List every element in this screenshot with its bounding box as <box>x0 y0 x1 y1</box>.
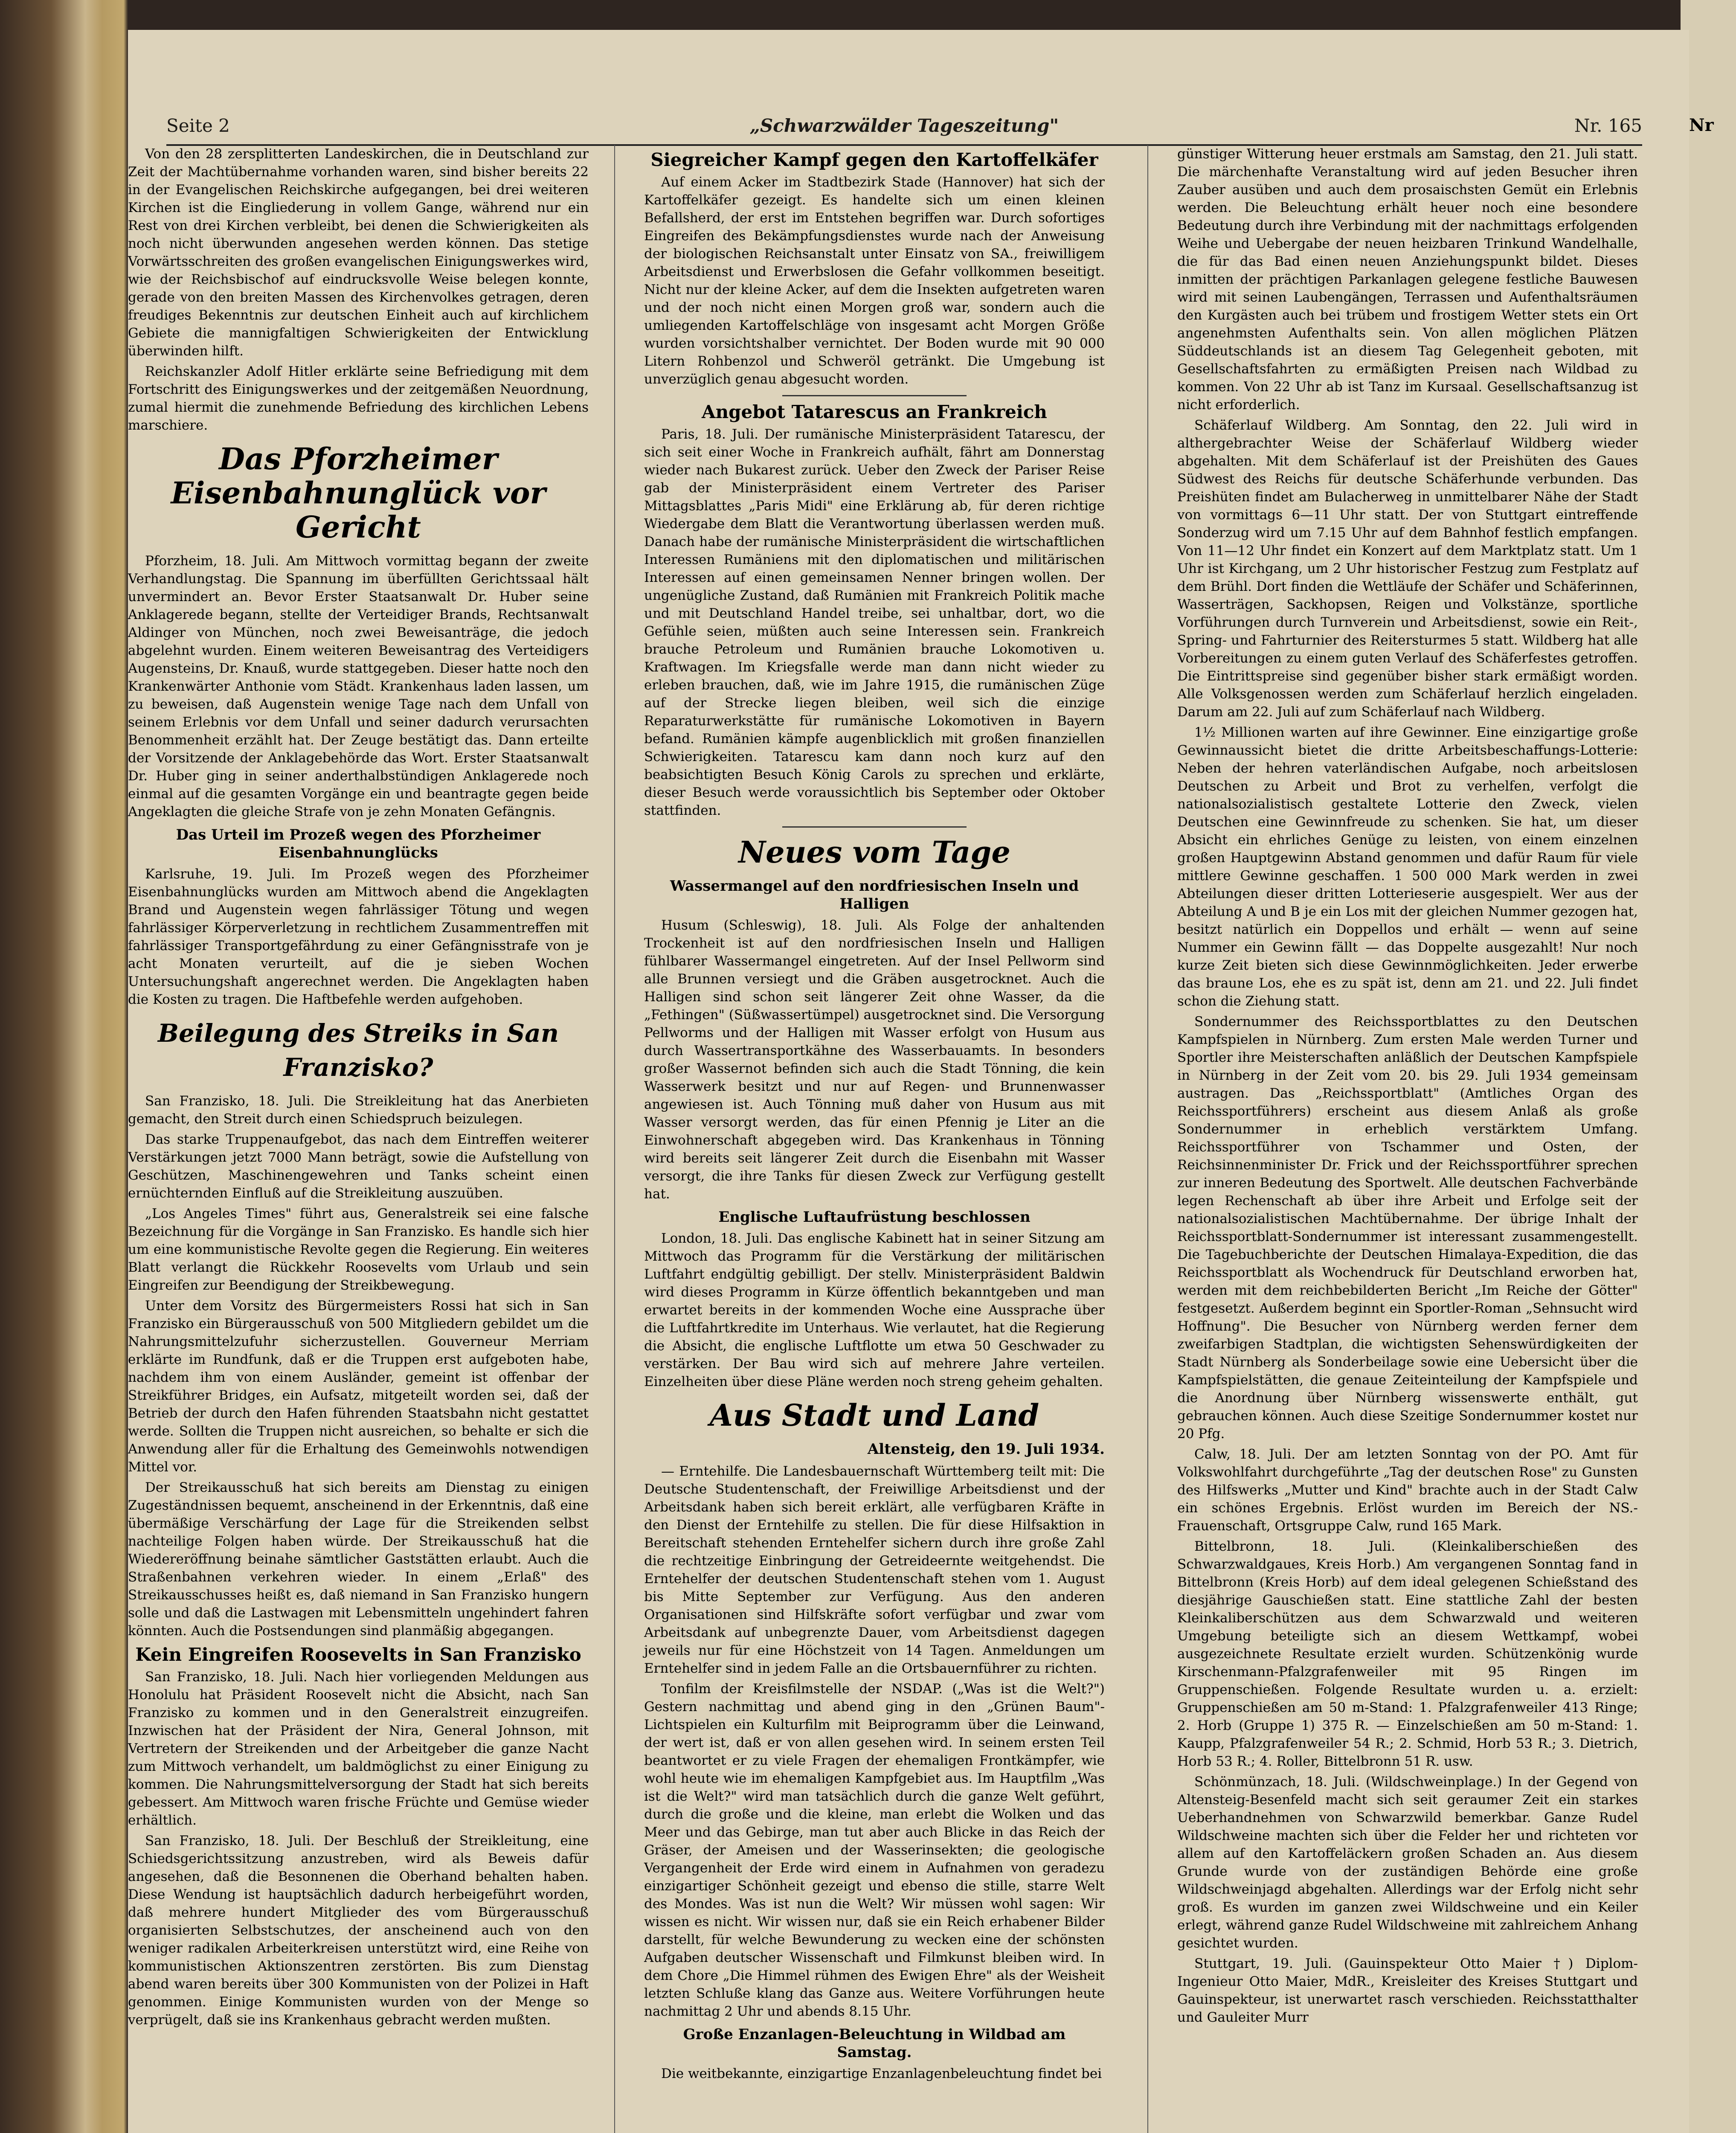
pforzheim-article: Pforzheim, 18. Juli. Am Mittwoch vormittag begann der zweite Verhandlungstag. Die Spannung im überfüllten Gerichtssaal hält unvermindert an. Bevor Erster Staatsanwalt Dr. Huber seine Anklagerede begann, stellte der Verteidiger Brands, Rechtsanwalt Aldinger von München, noch zwei Beweisanträge, die jedoch abgelehnt wurden. Einem weiteren Beweisantrag des Verteidigers Augensteins, Dr. Knauß, wurde stattgegeben. Dieser hatte noch den Krankenwärter Anthonie vom Städt. Krankenhaus laden lassen, um zu beweisen, daß Augenstein wenige Tage nach dem Unfall von seinem Erlebnis vor dem Unfall und seiner dadurch verursachten Benommenheit erzählt hat. Der Zeuge bestätigt das. Dann erteilte der Vorsitzende der Anklagebehörde das Wort. Erster Staatsanwalt Dr. Huber ging in seiner anderthalbstündigen Anklagerede noch einmal auf die gesamten Vorgänge ein und beantragte gegen beide Angeklagten die gleiche Strafe von je zehn Monaten Gefängnis. <box>128 553 589 819</box>
page-number: Seite 2 <box>166 115 230 136</box>
church-article-text-2: Reichskanzler Adolf Hitler erklärte seine Befriedigung mit dem Fortschritt des Einigungswerkes und der zeitgemäßen Neuordnung, zumal hiermit die zunehmende Befriedung des kirchlichen Lebens marschiere. <box>128 364 589 433</box>
wildbad-continued: günstiger Witterung heuer erstmals am Samstag, den 21. Juli statt. Die märchenhafte Veranstaltung wird auf jeden Besucher ihren Zauber ausüben und auch dem prosaischsten Gemüt ein Erlebnis werden. Die Beleuchtung erhält heuer noch eine besondere Bedeutung durch ihre Verbindung mit der nachmittags erfolgenden Weihe und Uebergabe der neuen heizbaren Trinkund Wandelhalle, die für das Bad einen neuen Anziehungspunkt bildet. Dieses inmitten der prächtigen Parkanlagen gelegene festliche Bauwesen wird mit seinen Laubengängen, Terrassen und Aufenthaltsräumen den Kurgästen auch bei trübem und frostigem Wetter stets ein Ort angenehmsten Aufenthalts sein. Von allen möglichen Plätzen Süddeutschlands ist an diesem Tag Gelegenheit geboten, mit Gesellschaftsfahrten zu ermäßigten Preisen nach Wildbad zu kommen. Von 22 Uhr ab ist Tanz im Kursaal. Gesellschaftsanzug ist nicht erforderlich. <box>1177 146 1638 413</box>
column-2 <box>644 145 1105 2085</box>
streik-paragraph: Das starke Truppenaufgebot, das nach dem Eintreffen weiterer Verstärkungen jetzt 7000 Mann beträgt, sowie die Aufstellung von Geschützen, Maschinengewehren und Tanks scheint einen ernüchternden Einfluß auf die Streikleitung auszuüben. <box>128 1132 589 1201</box>
column-divider <box>1147 145 1148 2133</box>
streik-paragraph: „Los Angeles Times" führt aus, Generalstreik sei eine falsche Bezeichnung für die Vorgänge in San Franzisko. Es handle sich hier um eine kommunistische Revolte gegen die Regierung. Ein weiteres Blatt verlangt die Rückkehr Roosevelts vom Urlaub und sein Eingreifen zur Beendigung der Streikbewegung. <box>128 1206 589 1293</box>
tonfilm-article: Tonfilm der Kreisfilmstelle der NSDAP. („Was ist die Welt?") Gestern nachmittag und abend ging in den „Grünen Baum"-Lichtspielen ein Kulturfilm mit Beiprogramm über die Leinwand, der wert ist, daß er von allen gesehen wird. In seinem ersten Teil beantwortet er zu viele Fragen der ehemaligen Frontkämpfer, wie wohl heute wie im ehemaligen Kampfgebiet aus. Im Hauptfilm „Was ist die Welt?" wird man tatsächlich durch die ganze Welt geführt, durch die große und die kleine, man erlebt die Wolken und das Meer und das Gebirge, man tut aber auch Blicke in das Reich der Gräser, der Ameisen und der Wasserinsekten; die geologische Vergangenheit der Erde wird einem in Aufnahmen von geradezu einzigartiger Schönheit gezeigt und ebenso die stille, starre Welt des Mondes. Was ist nun die Welt? Wir müssen wohl sagen: Wir wissen es nicht. Wir wissen nur, daß sie ein Reich erhabener Bilder darstellt, für welche Bewunderung zu wecken eine der schönsten Aufgaben deutscher Wissenschaft und Filmkunst bleiben wird. In dem Chore „Die Himmel rühmen des Ewigen Ehre" als der Weisheit letzten Schluße klang das Ganze aus. Weitere Vorführungen heute nachmittag 2 Uhr und abends 8.15 Uhr. <box>644 1681 1105 2019</box>
streik-paragraph: Unter dem Vorsitz des Bürgermeisters Rossi hat sich in San Franzisko ein Bürgerausschuß von 500 Mitgliedern gebildet um die Nahrungsmittelzufuhr sicherzustellen. Gouverneur Merriam erklärte im Rundfunk, daß er die Truppen erst aufgeboten habe, nachdem ihm von einem Ausländer, gemeint ist offenbar der Streikführer Bridges, ein Aufsatz, mitgeteilt worden sei, daß der Betrieb der durch den Hafen führenden Staatsbahn nicht gestattet werde. Sollten die Truppen nicht ausreichen, so behalte er sich die Anwendung aller für die Erhaltung des Gemeinwohls notwendigen Mittel vor. <box>128 1298 589 1475</box>
local-dateline: Altensteig, den 19. Juli 1934. <box>867 1441 1105 1458</box>
lotterie-article: 1½ Millionen warten auf ihre Gewinner. Eine einzigartige große Gewinnaussicht bietet die dritte Arbeitsbeschaffungs-Lotterie: Neben der hehren vaterländischen Aufgabe, noch arbeitslosen Deutschen zu Arbeit und Brot zu verhelfen, verfolgt die nationalsozialistisch gestaltete Lotterie den Zweck, vielen Deutschen eine Gewinnfreude zu schenken. Sie hat, um dieser Absicht ein ehrliches Genüge zu leisten, von einem einzelnen großen Hauptgewinn Abstand genommen und dafür Raum für viele mittlere Gewinne geschaffen. 1 500 000 Mark werden in zwei Abteilungen dieser dritten Lotterieserie ausgespielt. Wer aus der Abteilung A und B je ein Los mit der gleichen Nummer gezogen hat, besitzt natürlich ein Doppellos und erhält — wenn auf seine Nummer ein Gewinn fällt — das Doppelte ausgezahlt! Nur noch kurze Zeit bieten sich diese Gewinnmöglichkeiten. Jeder erwerbe das braune Los, ehe es zu spät ist, denn am 21. und 22. Juli findet schon die Ziehung statt. <box>1177 725 1638 1009</box>
kaefer-article: Auf einem Acker im Stadtbezirk Stade (Hannover) hat sich der Kartoffelkäfer gezeigt. Es handelte sich um einen kleinen Befallsherd, der erst im Entstehen begriffen war. Durch sofortiges Eingreifen des Bekämpfungsdienstes wurde nach der Anweisung der biologischen Reichsanstalt unter Einsatz von SA., freiwilligem Arbeitsdienst und Erwerbslosen die Gefahr vollkommen beseitigt. Nicht nur der kleine Acker, auf dem die Insekten aufgetreten waren und der noch nicht einen Morgen groß war, sondern auch die umliegenden Kartoffelschläge von insgesamt acht Morgen Größe wurden vorsichtshalber vernichtet. Der Boden wurde mit 90 000 Litern Rohbenzol und Schweröl getränkt. Die Umgebung ist unverzüglich genau abgesucht worden. <box>644 174 1105 387</box>
column-3 <box>1177 145 1638 2029</box>
separator <box>782 826 967 828</box>
column-divider <box>614 145 615 2133</box>
stuttgart-article: Stuttgart, 19. Juli. (Gauinspekteur Otto Maier †) Diplom-Ingenieur Otto Maier, MdR., Kreisleiter des Kreises Stuttgart und Gauinspekteur, ist unerwartet rasch verschieden. Reichsstatthalter und Gauleiter Murr <box>1177 1956 1638 2025</box>
section-neues-vom-tage: Neues vom Tage <box>738 834 1010 870</box>
streik-paragraph: San Franzisko, 18. Juli. Die Streikleitung hat das Anerbieten gemacht, den Streit durch einen Schiedspruch beizulegen. <box>128 1093 589 1127</box>
tatarescu-article: Paris, 18. Juli. Der rumänische Ministerpräsident Tatarescu, der sich seit einer Woche in Frankreich aufhält, fährt am Donnerstag wieder nach Bukarest zurück. Ueber den Zweck der Pariser Reise gab der Ministerpräsident einem Vertreter des Pariser Mittagsblattes „Paris Midi" eine Erklärung ab, für deren richtige Wiedergabe dem Blatt die Verantwortung überlassen werden muß. Danach habe der rumänische Ministerpräsident die wirtschaftlichen Interessen Rumäniens mit den diplomatischen und militärischen Interessen auf einen gemeinsamen Nenner bringen wollen. Der ungenügliche Zustand, daß Rumänien mit Frankreich Politik mache und mit Deutschland Handel treibe, sei unhaltbar, dort, wo die Gefühle seien, müßten auch seine Interessen sein. Frankreich brauche Petroleum und Rumänien brauche Lokomotiven u. Kraftwagen. Im Kriegsfalle werde man dann nicht wieder zu erleben brauchen, daß, wie im Jahre 1915, die rumänischen Züge auf der Strecke liegen bleiben, weil sich die einzige Reparaturwerkstätte für rumänische Lokomotiven in Bayern befand. Rumänien kämpfe augenblicklich mit großen finanziellen Schwierigkeiten. Tatarescu kam dann noch kurz auf den beabsichtigten Besuch König Carols zu sprechen und erklärte, dieser Besuch werde voraussichtlich bis September oder Oktober stattfinden. <box>644 427 1105 818</box>
calw-article: Calw, 18. Juli. Der am letzten Sonntag von der PO. Amt für Volkswohlfahrt durchgeführte „Tag der deutschen Rose" zu Gunsten des Hilfswerks „Mutter und Kind" brachte auch in der Stadt Calw ein schönes Ergebnis. Erlöst wurden im Bereich der NS.-Frauenschaft, Ortsgruppe Calw, rund 165 Mark. <box>1177 1447 1638 1534</box>
masthead-title: „Schwarzwälder Tageszeitung" <box>749 115 1059 136</box>
separator <box>782 395 967 396</box>
issue-number: Nr. 165 <box>1574 115 1642 136</box>
column-1 <box>128 145 589 2031</box>
reichssportblatt-article: Sondernummer des Reichssportblattes zu den Deutschen Kampfspielen in Nürnberg. Zum ersten Male werden Turner und Sportler ihre Meisterschaften anläßlich der Deutschen Kampfspiele in Nürnberg in der Zeit vom 20. bis 29. Juli 1934 gemeinsam austragen. Das „Reichssportblatt" (Amtliches Organ des Reichssportführers) erscheint aus diesem Anlaß als große Sondernummer in erheblich verstärktem Umfang. Reichssportführer von Tschammer und Osten, der Reichsinnenminister Dr. Frick und der Reichssportführer sprechen zur inneren Bedeutung des Sportwelt. Alle deutschen Fachverbände legen Rechenschaft ab über ihre Arbeit und Erfolge seit der nationalsozialistischen Machtübernahme. Der übrige Inhalt der Reichssportblatt-Sondernummer ist interessant zusammengestellt. Die Tagebuchberichte der Deutschen Himalaya-Expedition, die das Reichssportblatt als Wochendruck für Deutschland erworben hat, werden mit dem reichbebilderten Bericht „Im Reiche der Götter" festgesetzt. Außerdem beginnt ein Sportler-Roman „Sehnsucht wird Hoffnung". Die Besucher von Nürnberg werden ferner dem zweifarbigen Stadtplan, die wichtigsten Sehenswürdigkeiten der Stadt Nürnberg als Sonderbeilage sowie eine Uebersicht über die Kampfspielstätten, die genaue Zeiteinteilung der Kampfspiele und die Anordnung über Nürnberg wissenswerte enthält, gut gebrauchen können. Auch diese Szeitige Sondernummer kostet nur 20 Pfg. <box>1177 1014 1638 1441</box>
headline-wassermangel: Wassermangel auf den nordfriesischen Inseln und Halligen <box>670 878 1079 912</box>
headline-tatarescu: Angebot Tatarescus an Frankreich <box>702 401 1047 422</box>
adjacent-page-number: Nr <box>1689 115 1714 135</box>
schaeferlauf-article: Schäferlauf Wildberg. Am Sonntag, den 22. Juli wird in althergebrachter Weise der Schäferlauf Wildberg wieder abgehalten. Mit dem Schäferlauf ist der Preishüten des Gaues Südwest des Reichs für deutsche Schäferhunde verbunden. Das Preishüten findet am Bulacherweg in unmittelbarer Nähe der Stadt von vormittags 6—11 Uhr statt. Der von Stuttgart eintreffende Sonderzug wird um 7.15 Uhr auf dem Bahnhof festlich empfangen. Von 11—12 Uhr findet ein Konzert auf dem Marktplatz statt. Um 1 Uhr ist Kirchgang, um 2 Uhr historischer Festzug zum Festplatz auf dem Brühl. Dort finden die Wettläufe der Schäfer und Schäferinnen, Wasserträgen, Sackhopsen, Reigen und Volkstänze, sportliche Vorführungen durch Turnverein und Arbeitsdienst, sowie ein Reit-, Spring- und Fahrturnier des Reitersturmes 5 statt. Wildberg hat alle Vorbereitungen zu einem guten Verlauf des Schäferfestes getroffen. Die Eintrittspreise sind gegenüber bisher stark ermäßigt worden. Alle Volksgenossen werden zum Schäferlauf herzlich eingeladen. Darum am 22. Juli auf zum Schäferlauf nach Wildberg. <box>1177 418 1638 720</box>
roosevelt-paragraph: San Franzisko, 18. Juli. Nach hier vorliegenden Meldungen aus Honolulu hat Präsident Roosevelt nicht die Absicht, nach San Franzisko zu kommen und in den Generalstreit einzugreifen. Inzwischen hat der Präsident der Nira, General Johnson, mit Vertretern der Streikenden und der Arbeitgeber die ganze Nacht zum Mittwoch verhandelt, um baldmöglichst zu einer Einigung zu kommen. Die Nahrungsmittelversorgung der Stadt hat sich bereits gebessert. Am Mittwoch waren frische Früchte und Gemüse wieder erhältlich. <box>128 1669 589 1828</box>
wildbad-article: Die weitbekannte, einzigartige Enzanlagenbeleuchtung findet bei <box>661 2066 1102 2081</box>
headline-kartoffelkaefer: Siegreicher Kampf gegen den Kartoffelkäfer <box>650 149 1098 170</box>
luft-article: London, 18. Juli. Das englische Kabinett hat in seiner Sitzung am Mittwoch das Programm für die Verstärkung der militärischen Luftfahrt endgültig gebilligt. Der stellv. Ministerpräsident Baldwin wird dieses Programm in Kürze öffentlich bekanntgeben und man erwartet bereits in der kommenden Woche eine Aussprache über die Luftfahrtkredite im Unterhaus. Wie verlautet, hat die Regierung die Absicht, die englische Luftflotte um etwa 50 Geschwader zu verstärken. Der Bau wird sich auf mehrere Jahre verteilen. Einzelheiten über diese Pläne werden noch streng geheim gehalten. <box>644 1231 1105 1389</box>
schoenmuenzach-article: Schönmünzach, 18. Juli. (Wildschweinplage.) In der Gegend von Altensteig-Besenfeld macht sich seit geraumer Zeit ein starkes Ueberhandnehmen von Schwarzwild bemerkbar. Ganze Rudel Wildschweine machten sich über die Felder her und richteten vor allem auf den Kartoffeläckern großen Schaden an. Aus diesem Grunde wurde von der zuständigen Behörde eine große Wildschweinjagd abgehalten. Allerdings war der Erfolg nicht sehr groß. Es wurden im ganzen zwei Wildschweine und ein Keiler erlegt, während ganze Rudel Wildschweine mit zahlreichem Anhang gesichtet wurden. <box>1177 1774 1638 1951</box>
urteil-article: Karlsruhe, 19. Juli. Im Prozeß wegen des Pforzheimer Eisenbahnunglücks wurden am Mittwoch abend die Angeklagten Brand und Augenstein wegen fahrlässiger Tötung und wegen fahrlässiger Körperverletzung in rechtlichem Zusammentreffen mit fahrlässiger Transportgefährdung zu einer Gefängnisstrafe von je acht Monaten verurteilt, auf die je sieben Wochen Untersuchungshaft angerechnet werden. Die Angeklagten haben die Kosten zu tragen. Die Haftbefehle werden aufgehoben. <box>128 866 589 1007</box>
roosevelt-paragraph: San Franzisko, 18. Juli. Der Beschluß der Streikleitung, eine Schiedsgerichtssitzung anzustreben, wird als Beweis dafür angesehen, daß die Besonnenen die Oberhand behalten haben. Diese Wendung ist hauptsächlich dadurch herbeigeführt worden, daß mehrere hundert Mitglieder des vom Bürgerausschuß organisierten Selbstschutzes, der anscheinend auch von den weniger radikalen Arbeiterkreisen unterstützt wird, eine Reihe von kommunistischen Aktionszentren zerstörten. Bis zum Dienstag abend waren bereits über 300 Kommunisten von der Polizei in Haft genommen. Einige Kommunisten wurden von der Menge so verprügelt, daß sie ins Krankenhaus gebracht werden mußten. <box>128 1833 589 2028</box>
headline-luftaufruestung: Englische Luftaufrüstung beschlossen <box>718 1209 1031 1226</box>
bittelbronn-article: Bittelbronn, 18. Juli. (Kleinkaliberschießen des Schwarzwaldgaues, Kreis Horb.) Am vergangenen Sonntag fand in Bittelbronn (Kreis Horb) auf dem ideal gelegenen Schießstand des diesjährige Gauschießen statt. Eine stattliche Zahl der besten Kleinkaliberschützen aus dem Schwarzwald und weiteren Umgebung beteiligte sich an diesem Wettkampf, wobei ausgezeichnete Resultate erzielt wurden. Schützenkönig wurde Kirschenmann-Pfalzgrafenweiler mit 95 Ringen im Gruppenschießen. Folgende Resultate wurden u. a. erzielt: Gruppenschießen am 50 m-Stand: 1. Pfalzgrafenweiler 413 Ringe; 2. Horb (Gruppe 1) 375 R. — Einzelschießen am 50 m-Stand: 1. Kaupp, Pfalzgrafenweiler 54 R.; 2. Schmid, Horb 53 R.; 3. Dietrich, Horb 53 R.; 4. Roller, Bittelbronn 51 R. usw. <box>1177 1539 1638 1769</box>
headline-pforzheim: Das Pforzheimer Eisenbahnunglück vor Gericht <box>171 441 546 545</box>
erntehilfe-article: — Erntehilfe. Die Landesbauernschaft Württemberg teilt mit: Die Deutsche Studentenschaft, der Freiwillige Arbeitsdienst und der Arbeitsdank haben sich bereit erklärt, alle verfügbaren Kräfte in den Dienst der Erntehilfe zu stellen. Die für diese Hilfsaktion in Bereitschaft stehenden Erntehelfer sichern durch ihre große Zahl die rechtzeitige Einbringung der Getreideernte weitgehendst. Die Erntehelfer der deutschen Studentenschaft stehen vom 1. August bis Mitte September zur Verfügung. Aus den anderen Organisationen sind Hilfskräfte sofort verfügbar und zwar vom Arbeitsdank auf unbegrenzte Dauer, vom Arbeitsdienst dagegen jeweils nur für eine Höchstzeit von 14 Tagen. Anmeldungen um Erntehelfer sind in jedem Falle an die Ortsbauernführer zu richten. <box>644 1464 1105 1676</box>
wasser-article: Husum (Schleswig), 18. Juli. Als Folge der anhaltenden Trockenheit ist auf den nordfriesischen Inseln und Halligen fühlbarer Wassermangel eingetreten. Auf der Insel Pellworm sind alle Brunnen versiegt und die Gräben ausgetrocknet. Auch die Halligen sind schon seit längerer Zeit ohne Wasser, da die „Fethingen" (Süßwassertümpel) ausgetrocknet sind. Die Versorgung Pellworms und der Halligen mit Wasser erfolgt von Husum aus durch Wassertransportkähne des Wasserbauamts. In besonders großer Wassernot befinden sich auch die Stadt Tönning, die kein Wasserwerk besitzt und nur auf Regen- und Brunnenwasser angewiesen ist. Auch Tönning muß daher von Husum aus mit Wasser versorgt werden, das für einen Pfennig je Liter an die Einwohnerschaft abgegeben wird. Das Krankenhaus in Tönning wird bereits seit längerer Zeit durch die Eisenbahn mit Wasser versorgt, die ihre Tanks für diesen Zweck zur Verfügung gestellt hat. <box>644 918 1105 1202</box>
section-aus-stadt-und-land: Aus Stadt und Land <box>709 1398 1039 1433</box>
headline-roosevelt: Kein Eingreifen Roosevelts in San Franzisko <box>135 1644 581 1665</box>
church-article-text: Von den 28 zersplitterten Landeskirchen, die in Deutschland zur Zeit der Machtübernahme vorhanden waren, sind bisher bereits 22 in der Evangelischen Reichskirche aufgegangen, bei drei weiteren Kirchen ist die Eingliederung in vollem Gange, während nur ein Rest von drei Kirchen verbleibt, bei denen die Schwierigkeiten als noch nicht überwunden angesehen werden können. Das stetige Vorwärtsschreiten des großen evangelischen Einigungswerkes wird, wie der Reichsbischof auf eindrucksvolle Weise belegen konnte, gerade von den breiten Massen des Kirchenvolkes getragen, deren freudiges Bekenntnis zur deutschen Einheit auch auf kirchlichem Gebiete die mannigfaltigen Schwierigkeiten der Entwicklung überwinden hilft. <box>128 146 589 359</box>
article-columns <box>128 145 1646 2133</box>
page-header <box>166 115 1642 141</box>
headline-urteil: Das Urteil im Prozeß wegen des Pforzheimer Eisenbahnunglücks <box>176 826 541 861</box>
streik-paragraph: Der Streikausschuß hat sich bereits am Dienstag zu einigen Zugeständnissen bequemt, anscheinend in der Erkenntnis, daß eine übermäßige Verschärfung der Lage für die Streikenden selbst nachteilige Folgen haben würde. Der Streikausschuß hat die Wiedereröffnung beinahe sämtlicher Gaststätten erlaubt. Auch die Straßenbahnen verkehren wieder. In einem „Erlaß" des Streikausschusses heißt es, daß niemand in San Franzisko hungern solle und daß die Lastwagen mit Lebensmitteln ungehindert fahren könnten. Auch die Postsendungen sind planmäßig abgegangen. <box>128 1480 589 1639</box>
headline-streik: Beilegung des Streiks in San Franzisko? <box>157 1019 559 1082</box>
headline-wildbad: Große Enzanlagen-Beleuchtung in Wildbad am Samstag. <box>683 2026 1066 2061</box>
